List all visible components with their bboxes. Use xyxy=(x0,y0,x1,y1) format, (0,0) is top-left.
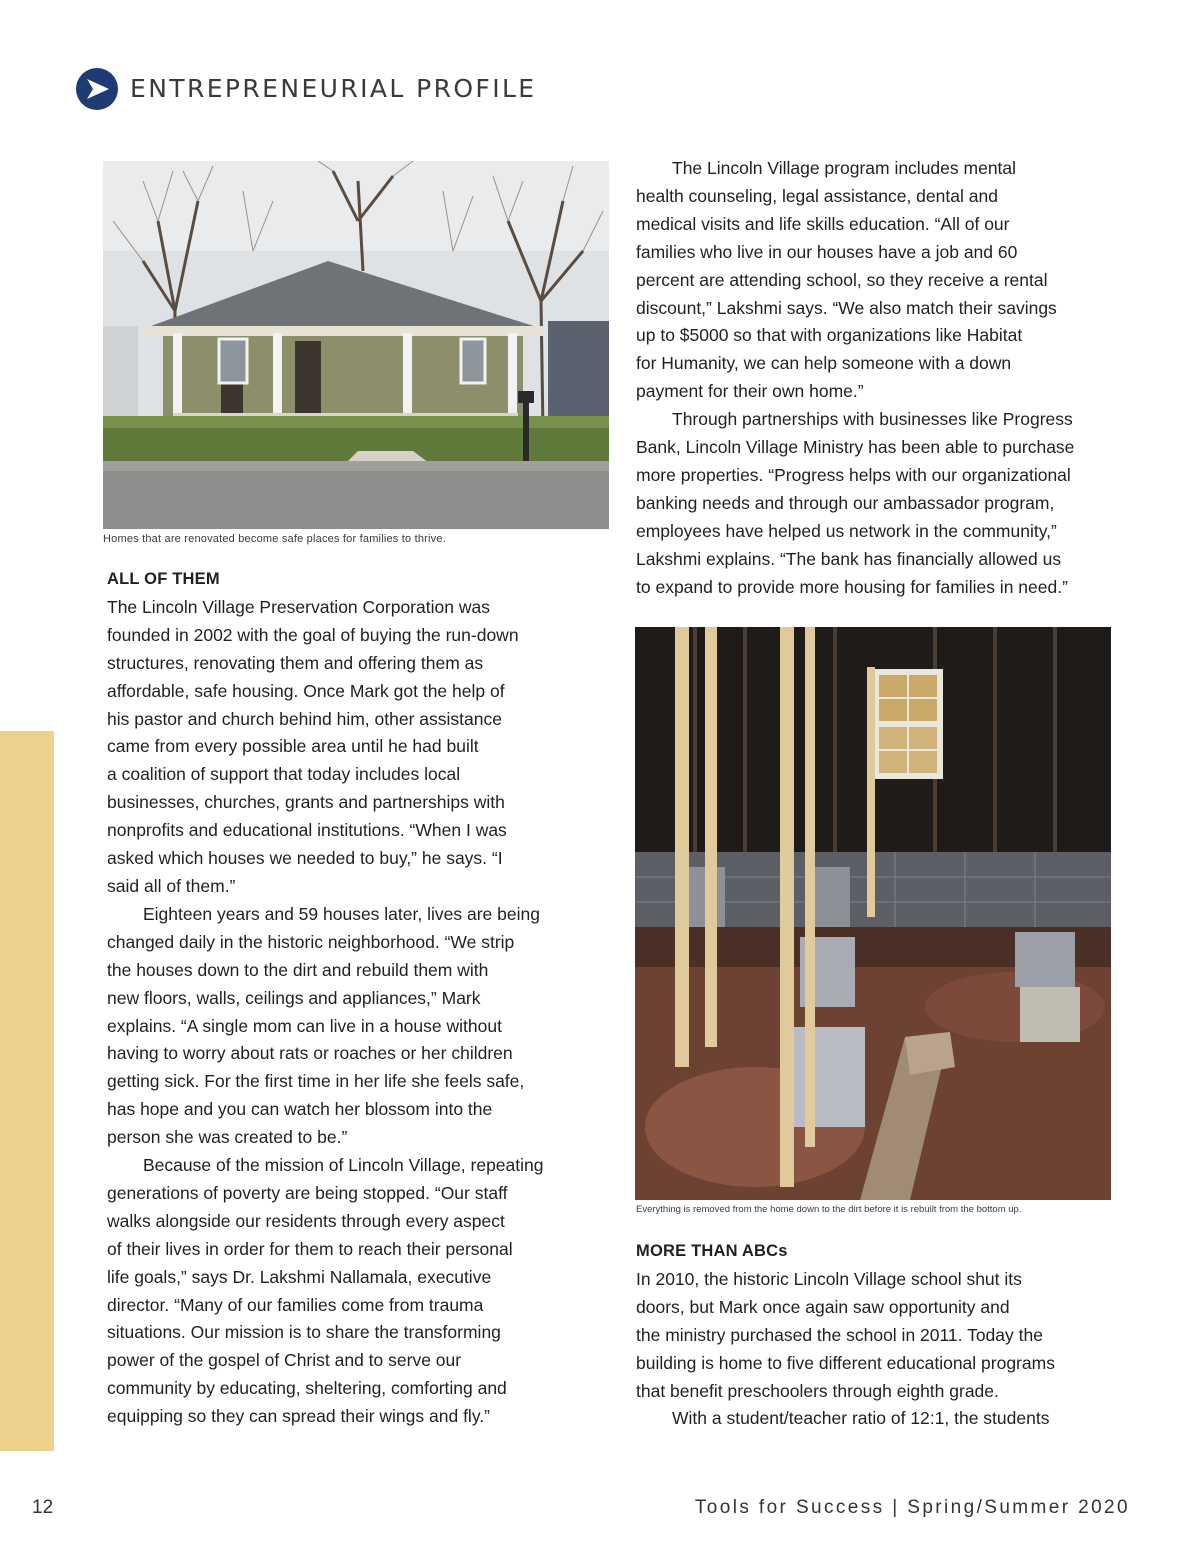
section-heading-all-of-them: ALL OF THEM xyxy=(107,570,220,588)
text-line: In 2010, the historic Lincoln Village school shut its xyxy=(636,1268,1022,1289)
text-line: founded in 2002 with the goal of buying the run-down xyxy=(107,624,519,645)
text-line: explains. “A single mom can live in a house without xyxy=(107,1015,502,1036)
left-column xyxy=(107,566,589,1431)
text-line: getting sick. For the first time in her life she feels safe, xyxy=(107,1071,525,1092)
gutted-interior-photo xyxy=(635,627,1111,1200)
text-line: the houses down to the dirt and rebuild them with xyxy=(107,959,489,980)
text-line: structures, renovating them and offering them as xyxy=(107,652,484,673)
text-line: generations of poverty are being stopped. “Our staff xyxy=(107,1182,508,1203)
text-line: his pastor and church behind him, other assistance xyxy=(107,708,502,729)
text-line: said all of them.” xyxy=(107,875,236,896)
text-line: more properties. “Progress helps with our organizational xyxy=(636,464,1071,485)
text-line: life goals,” says Dr. Lakshmi Nallamala, executive xyxy=(107,1266,492,1287)
text-line: asked which houses we needed to buy,” he says. “I xyxy=(107,848,503,869)
text-line: banking needs and through our ambassador program, xyxy=(636,492,1055,513)
decorative-side-bar xyxy=(0,731,54,1451)
paragraph xyxy=(636,1266,1122,1406)
text-line: Bank, Lincoln Village Ministry has been able to purchase xyxy=(636,437,1075,458)
text-line: The Lincoln Village Preservation Corporation was xyxy=(107,596,490,617)
text-line: nonprofits and educational institutions. “When I was xyxy=(107,820,507,841)
right-column-bottom xyxy=(636,1238,1122,1433)
paragraph xyxy=(636,406,1122,601)
text-line: With a student/teacher ratio of 12:1, the students xyxy=(672,1408,1050,1429)
paragraph xyxy=(107,901,589,1152)
text-line: community by educating, sheltering, comforting and xyxy=(107,1378,507,1399)
section-title: ENTREPRENEURIAL PROFILE xyxy=(130,74,537,103)
page-number: 12 xyxy=(32,1497,54,1518)
text-line: payment for their own home.” xyxy=(636,381,864,402)
publication-footer: Tools for Success | Spring/Summer 2020 xyxy=(694,1497,1130,1518)
text-line: for Humanity, we can help someone with a down xyxy=(636,353,1012,374)
text-line: Lakshmi explains. “The bank has financially allowed us xyxy=(636,548,1062,569)
section-heading-more-than-abcs: MORE THAN ABCs xyxy=(636,1242,788,1260)
text-line: changed daily in the historic neighborhood. “We strip xyxy=(107,931,515,952)
photo2-caption: Everything is removed from the home down to the dirt before it is rebuilt from the bottom up. xyxy=(636,1204,1022,1215)
text-line: building is home to five different educational programs xyxy=(636,1352,1055,1373)
text-line: affordable, safe housing. Once Mark got the help of xyxy=(107,680,505,701)
text-line: has hope and you can watch her blossom into the xyxy=(107,1099,493,1120)
text-line: that benefit preschoolers through eighth grade. xyxy=(636,1380,999,1401)
text-line: businesses, churches, grants and partnerships with xyxy=(107,792,505,813)
text-line: doors, but Mark once again saw opportunity and xyxy=(636,1296,1010,1317)
text-line: Eighteen years and 59 houses later, lives are being xyxy=(143,903,540,924)
renovated-house-photo xyxy=(103,161,609,529)
text-line: up to $5000 so that with organizations like Habitat xyxy=(636,325,1023,346)
text-line: the ministry purchased the school in 2011. Today the xyxy=(636,1324,1043,1345)
text-line: director. “Many of our families come from trauma xyxy=(107,1294,484,1315)
text-line: having to worry about rats or roaches or her children xyxy=(107,1043,513,1064)
text-line: discount,” Lakshmi says. “We also match their savings xyxy=(636,297,1057,318)
text-line: situations. Our mission is to share the transforming xyxy=(107,1322,501,1343)
text-line: to expand to provide more housing for families in need.” xyxy=(636,576,1068,597)
text-line: families who live in our houses have a job and 60 xyxy=(636,241,1018,262)
paragraph xyxy=(636,1405,1122,1433)
text-line: percent are attending school, so they receive a rental xyxy=(636,269,1048,290)
text-line: Through partnerships with businesses like Progress xyxy=(672,409,1073,430)
play-arrow-circle-icon xyxy=(76,68,118,110)
text-line: equipping so they can spread their wings and fly.” xyxy=(107,1406,490,1427)
text-line: a coalition of support that today includes local xyxy=(107,764,461,785)
paragraph xyxy=(107,1152,589,1431)
right-column-top xyxy=(636,155,1122,602)
text-line: employees have helped us network in the community,” xyxy=(636,520,1057,541)
text-line: medical visits and life skills education. “All of our xyxy=(636,213,1010,234)
paragraph xyxy=(636,155,1122,406)
text-line: person she was created to be.” xyxy=(107,1127,348,1148)
text-line: came from every possible area until he had built xyxy=(107,736,479,757)
text-line: The Lincoln Village program includes mental xyxy=(672,158,1017,178)
text-line: power of the gospel of Christ and to serve our xyxy=(107,1350,462,1371)
photo1-caption: Homes that are renovated become safe places for families to thrive. xyxy=(103,533,446,545)
paragraph xyxy=(107,594,589,901)
text-line: health counseling, legal assistance, dental and xyxy=(636,185,998,206)
text-line: walks alongside our residents through every aspect xyxy=(107,1210,505,1231)
text-line: of their lives in order for them to reach their personal xyxy=(107,1238,513,1259)
text-line: new floors, walls, ceilings and appliances,” Mark xyxy=(107,987,481,1008)
text-line: Because of the mission of Lincoln Village, repeating xyxy=(143,1155,544,1176)
